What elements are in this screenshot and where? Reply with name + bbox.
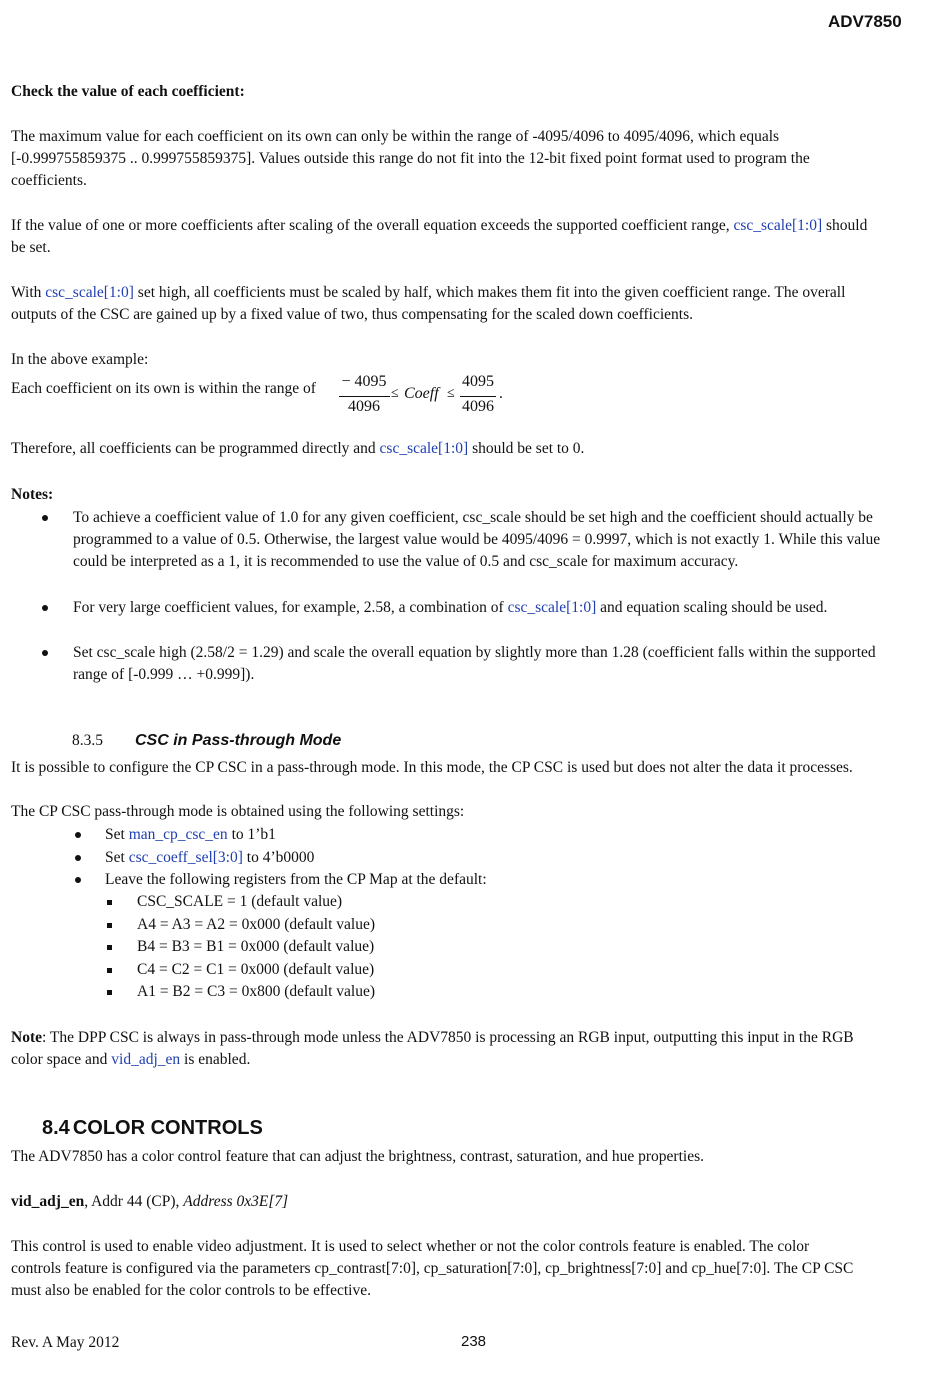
therefore-line: Therefore, all coefficients can be programmed directly and csc_scale[1:0] should be set to 0. <box>11 440 585 457</box>
setting-csc-coeff-sel: Set csc_coeff_sel[3:0] to 4’b0000 <box>105 849 315 866</box>
default-register: A1 = B2 = C3 = 0x800 (default value) <box>137 983 376 1000</box>
man-cp-csc-en-link[interactable]: man_cp_csc_en <box>128 826 228 843</box>
section-84-p2-l3: must also be enabled for the color controls to be effective. <box>11 1282 371 1299</box>
formula-le-2: ≤ <box>447 386 455 401</box>
setting-man-cp-csc-en: Set man_cp_csc_en to 1’b1 <box>105 826 276 843</box>
dpp-note-l1: Note: The DPP CSC is always in pass-through mode unless the ADV7850 is processing an RGB input, outputting this input in the RGB <box>11 1029 854 1046</box>
notes-label: Notes: <box>11 486 54 503</box>
doc-id: ADV7850 <box>828 12 902 31</box>
square-bullet <box>107 945 112 950</box>
formula-variable: Coeff <box>404 385 439 402</box>
formula-right-denominator: 4096 <box>462 398 494 415</box>
section-835-number: 8.3.5 <box>72 732 103 749</box>
example-intro: In the above example: <box>11 351 149 368</box>
section-84-heading: 8.4 COLOR CONTROLS <box>42 1117 263 1139</box>
example-text: Each coefficient on its own is within the range of <box>11 380 316 397</box>
para-max-value-l3: coefficients. <box>11 172 87 189</box>
default-register: B4 = B3 = B1 = 0x000 (default value) <box>137 938 375 955</box>
para-scaling-l1: If the value of one or more coefficients after scaling of the overall equation exceeds the supported coefficient range, csc_scale[1:0] should <box>11 217 868 234</box>
bullet-dot <box>42 605 48 611</box>
bullet-dot <box>42 650 48 656</box>
default-register: CSC_SCALE = 1 (default value) <box>137 893 343 910</box>
vid-adj-en-register: vid_adj_en, Addr 44 (CP), Address 0x3E[7] <box>11 1193 289 1210</box>
section-835-p1: It is possible to configure the CP CSC in a pass-through mode. In this mode, the CP CSC is used but does not alter the data it processes. <box>11 759 853 776</box>
square-bullet <box>107 968 112 973</box>
note-3-l2: range of [-0.999 … +0.999]). <box>73 666 255 683</box>
para-max-value-l2: [-0.999755859375 .. 0.999755859375]. Values outside this range do not fit into the 12-bit fixed point format used to program the <box>11 150 810 167</box>
formula-end: . <box>499 385 503 402</box>
note-1-l2: programmed to a value of 0.5. Otherwise, the largest value would be 4095/4096 = 0.9997, which is not exactly 1. While this value <box>73 531 881 548</box>
page-number: 238 <box>461 1333 487 1350</box>
square-bullet <box>107 923 112 928</box>
formula-right-numerator: 4095 <box>462 373 494 390</box>
coefficient-heading: Check the value of each coefficient: <box>11 83 245 100</box>
bullet-dot <box>75 832 81 838</box>
formula-left-denominator: 4096 <box>348 398 380 415</box>
formula-left-numerator: − 4095 <box>341 373 387 390</box>
note-1-l3: could be interpreted as a 1, it is recommended to use the value of 0.5 and csc_scale for maximum accuracy. <box>73 553 739 570</box>
para-csc-scale-l2: outputs of the CSC are gained up by a fixed value of two, thus compensating for the scaled down coefficients. <box>11 306 693 323</box>
square-bullet <box>107 900 112 905</box>
default-register: C4 = C2 = C1 = 0x000 (default value) <box>137 961 375 978</box>
formula-le-1: ≤ <box>391 386 399 401</box>
csc-scale-link[interactable]: csc_scale[1:0] <box>45 284 134 301</box>
bullet-dot <box>42 515 48 521</box>
footer-revision: Rev. A May 2012 <box>11 1334 120 1351</box>
note-2: For very large coefficient values, for example, 2.58, a combination of csc_scale[1:0] and equation scaling should be used. <box>73 599 828 616</box>
section-84-p2-l2: controls feature is configured via the parameters cp_contrast[7:0], cp_saturation[7:0], cp_brightness[7:0] and cp_hue[7:0]. The CP CSC <box>11 1260 854 1277</box>
para-csc-scale-l1: With csc_scale[1:0] set high, all coefficients must be scaled by half, which makes them fit into the given coefficient range. The overall <box>11 284 846 301</box>
setting-leave-defaults: Leave the following registers from the CP Map at the default: <box>105 871 487 888</box>
bullet-dot <box>75 877 81 883</box>
note-1-l1: To achieve a coefficient value of 1.0 for any given coefficient, csc_scale should be set high and the coefficient should actually be <box>73 509 873 526</box>
section-835-p2: The CP CSC pass-through mode is obtained using the following settings: <box>11 803 465 820</box>
square-bullet <box>107 990 112 995</box>
para-scaling-l2: be set. <box>11 239 51 256</box>
section-84-p1: The ADV7850 has a color control feature that can adjust the brightness, contrast, saturation, and hue properties. <box>11 1148 704 1165</box>
para-max-value-l1: The maximum value for each coefficient on its own can only be within the range of -4095/4096 to 4095/4096, which equals <box>11 128 780 145</box>
bullet-dot <box>75 855 81 861</box>
csc-coeff-sel-link[interactable]: csc_coeff_sel[3:0] <box>128 849 243 866</box>
section-84-p2-l1: This control is used to enable video adjustment. It is used to select whether or not the color controls feature is enabled. The color <box>11 1238 810 1255</box>
dpp-note-l2: color space and vid_adj_en is enabled. <box>11 1051 251 1068</box>
csc-scale-link[interactable]: csc_scale[1:0] <box>507 599 597 616</box>
note-3-l1: Set csc_scale high (2.58/2 = 1.29) and scale the overall equation by slightly more than 1.28 (coefficient falls within the supported <box>73 644 876 661</box>
default-register: A4 = A3 = A2 = 0x000 (default value) <box>137 916 376 933</box>
csc-scale-link[interactable]: csc_scale[1:0] <box>733 217 823 234</box>
csc-scale-link[interactable]: csc_scale[1:0] <box>379 440 469 457</box>
vid-adj-en-link[interactable]: vid_adj_en <box>111 1051 181 1068</box>
section-835-title: CSC in Pass-through Mode <box>135 732 342 749</box>
